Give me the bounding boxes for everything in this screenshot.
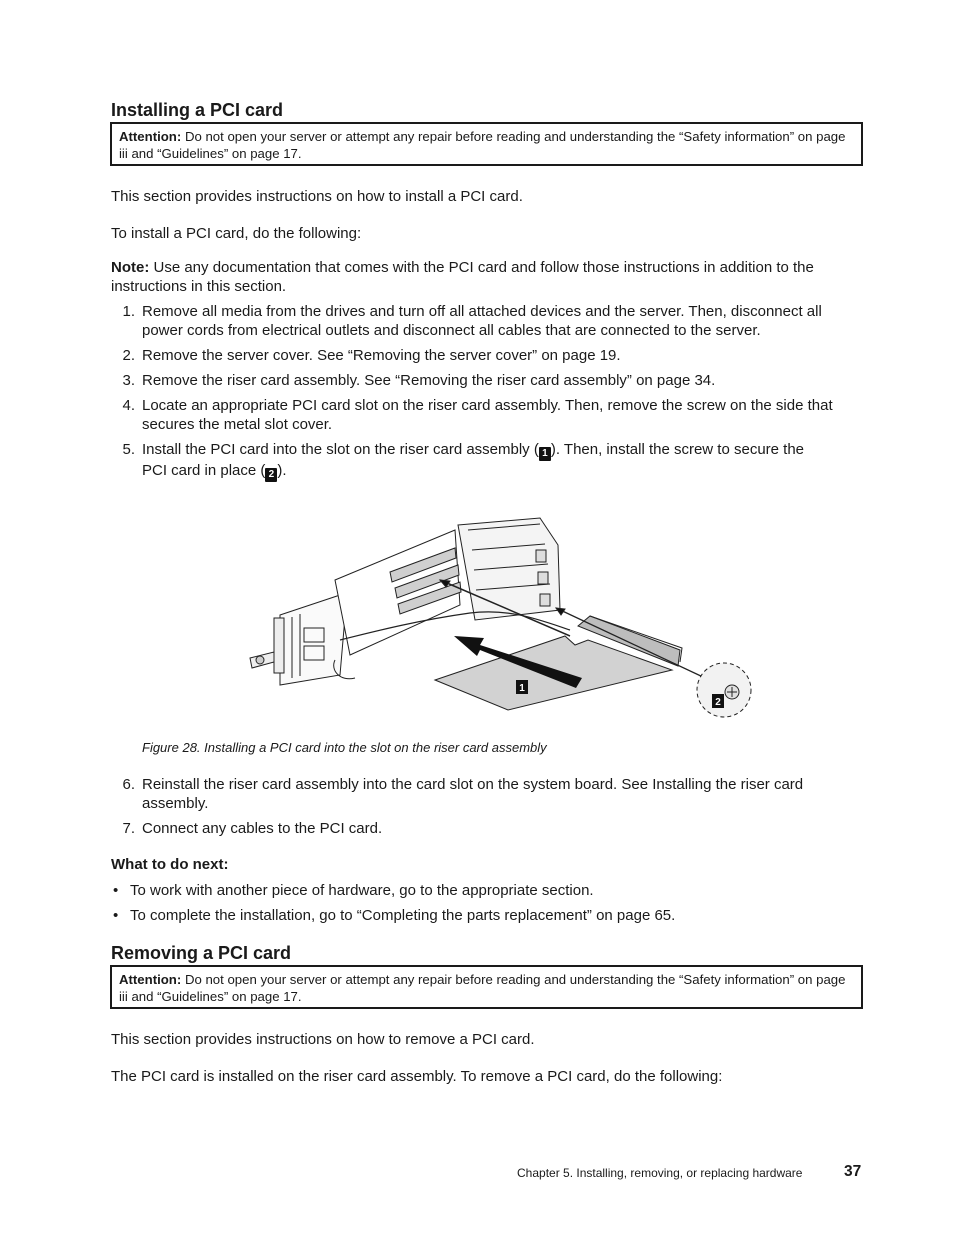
note-paragraph	[111, 258, 851, 296]
step-5	[111, 440, 866, 482]
attention-text: Do not open your server or attempt any repair before reading and understanding the “Safety information” on page iii and “Guidelines” on page 17.	[119, 129, 846, 161]
step-text: Remove the server cover. See “Removing the server cover” on page 19.	[142, 347, 621, 364]
section-title-removing: Removing a PCI card	[111, 943, 292, 963]
step-text: Reinstall the riser card assembly into the card slot on the system board. See Installing the riser card assembly.	[142, 776, 804, 812]
intro-paragraph: This section provides instructions on how to remove a PCI card.	[111, 1031, 535, 1048]
note-label: Note:	[111, 259, 150, 276]
lead-paragraph: To install a PCI card, do the following:	[111, 225, 362, 242]
bullet-dot: •	[113, 907, 119, 924]
step-text: Connect any cables to the PCI card.	[142, 820, 383, 837]
intro-paragraph: This section provides instructions on how to install a PCI card.	[111, 188, 523, 205]
step-3	[111, 371, 866, 390]
step-text: Locate an appropriate PCI card slot on the riser card assembly. Then, remove the screw on the side that secures the metal slot cover.	[142, 397, 833, 433]
step-6	[111, 775, 866, 813]
step-text	[142, 440, 866, 482]
attention-box	[110, 965, 863, 1009]
attention-box	[110, 122, 863, 166]
attention-text: Do not open your server or attempt any repair before reading and understanding the “Safety information” on page iii and “Guidelines” on page 17.	[119, 972, 846, 1004]
attention-label: Attention:	[119, 972, 182, 987]
step-text-part: ). Then, install the screw to secure the	[550, 441, 805, 458]
step-2	[111, 346, 866, 365]
step-number: 4.	[122, 397, 135, 414]
section-title-installing: Installing a PCI card	[111, 100, 284, 120]
lead-paragraph: The PCI card is installed on the riser card assembly. To remove a PCI card, do the following:	[111, 1068, 723, 1085]
figure-callout-1: 1	[519, 683, 525, 694]
figure-caption: Figure 28. Installing a PCI card into the slot on the riser card assembly	[142, 740, 547, 755]
page-number: 37	[844, 1163, 862, 1180]
step-number: 6.	[122, 776, 135, 793]
step-text-part: PCI card in place (	[142, 462, 266, 479]
attention-label: Attention:	[119, 129, 182, 144]
bullet-text: To complete the installation, go to “Completing the parts replacement” on page 65.	[130, 907, 676, 924]
bullet-item	[111, 881, 594, 900]
note-text: Use any documentation that comes with the PCI card and follow those instructions in addition to the instructions in this section.	[111, 259, 814, 295]
callout-badge-2: 2	[265, 468, 277, 482]
footer-chapter: Chapter 5. Installing, removing, or replacing hardware	[517, 1166, 803, 1180]
figure-callout-2: 2	[715, 697, 721, 708]
step-number: 1.	[122, 303, 135, 320]
step-text: Remove the riser card assembly. See “Removing the riser card assembly” on page 34.	[142, 372, 716, 389]
step-number: 7.	[122, 820, 135, 837]
what-to-do-next-heading: What to do next:	[111, 856, 229, 873]
step-4	[111, 396, 866, 434]
step-number: 5.	[122, 441, 135, 458]
riser-card-illustration	[240, 510, 760, 725]
step-text: Remove all media from the drives and turn off all attached devices and the server. Then, disconnect all power cords from electrical outlets and disconnect all cables that are connected to the server.	[142, 303, 822, 339]
callout-badge-1: 1	[539, 447, 551, 461]
step-number: 2.	[122, 347, 135, 364]
step-1	[111, 302, 866, 340]
bullet-text: To work with another piece of hardware, go to the appropriate section.	[130, 882, 594, 899]
step-text-part: ).	[277, 462, 287, 479]
bullet-item	[111, 906, 675, 925]
step-number: 3.	[122, 372, 135, 389]
step-7	[111, 819, 866, 838]
step-text-part: Install the PCI card into the slot on the riser card assembly (	[142, 441, 539, 458]
bullet-dot: •	[113, 882, 119, 899]
